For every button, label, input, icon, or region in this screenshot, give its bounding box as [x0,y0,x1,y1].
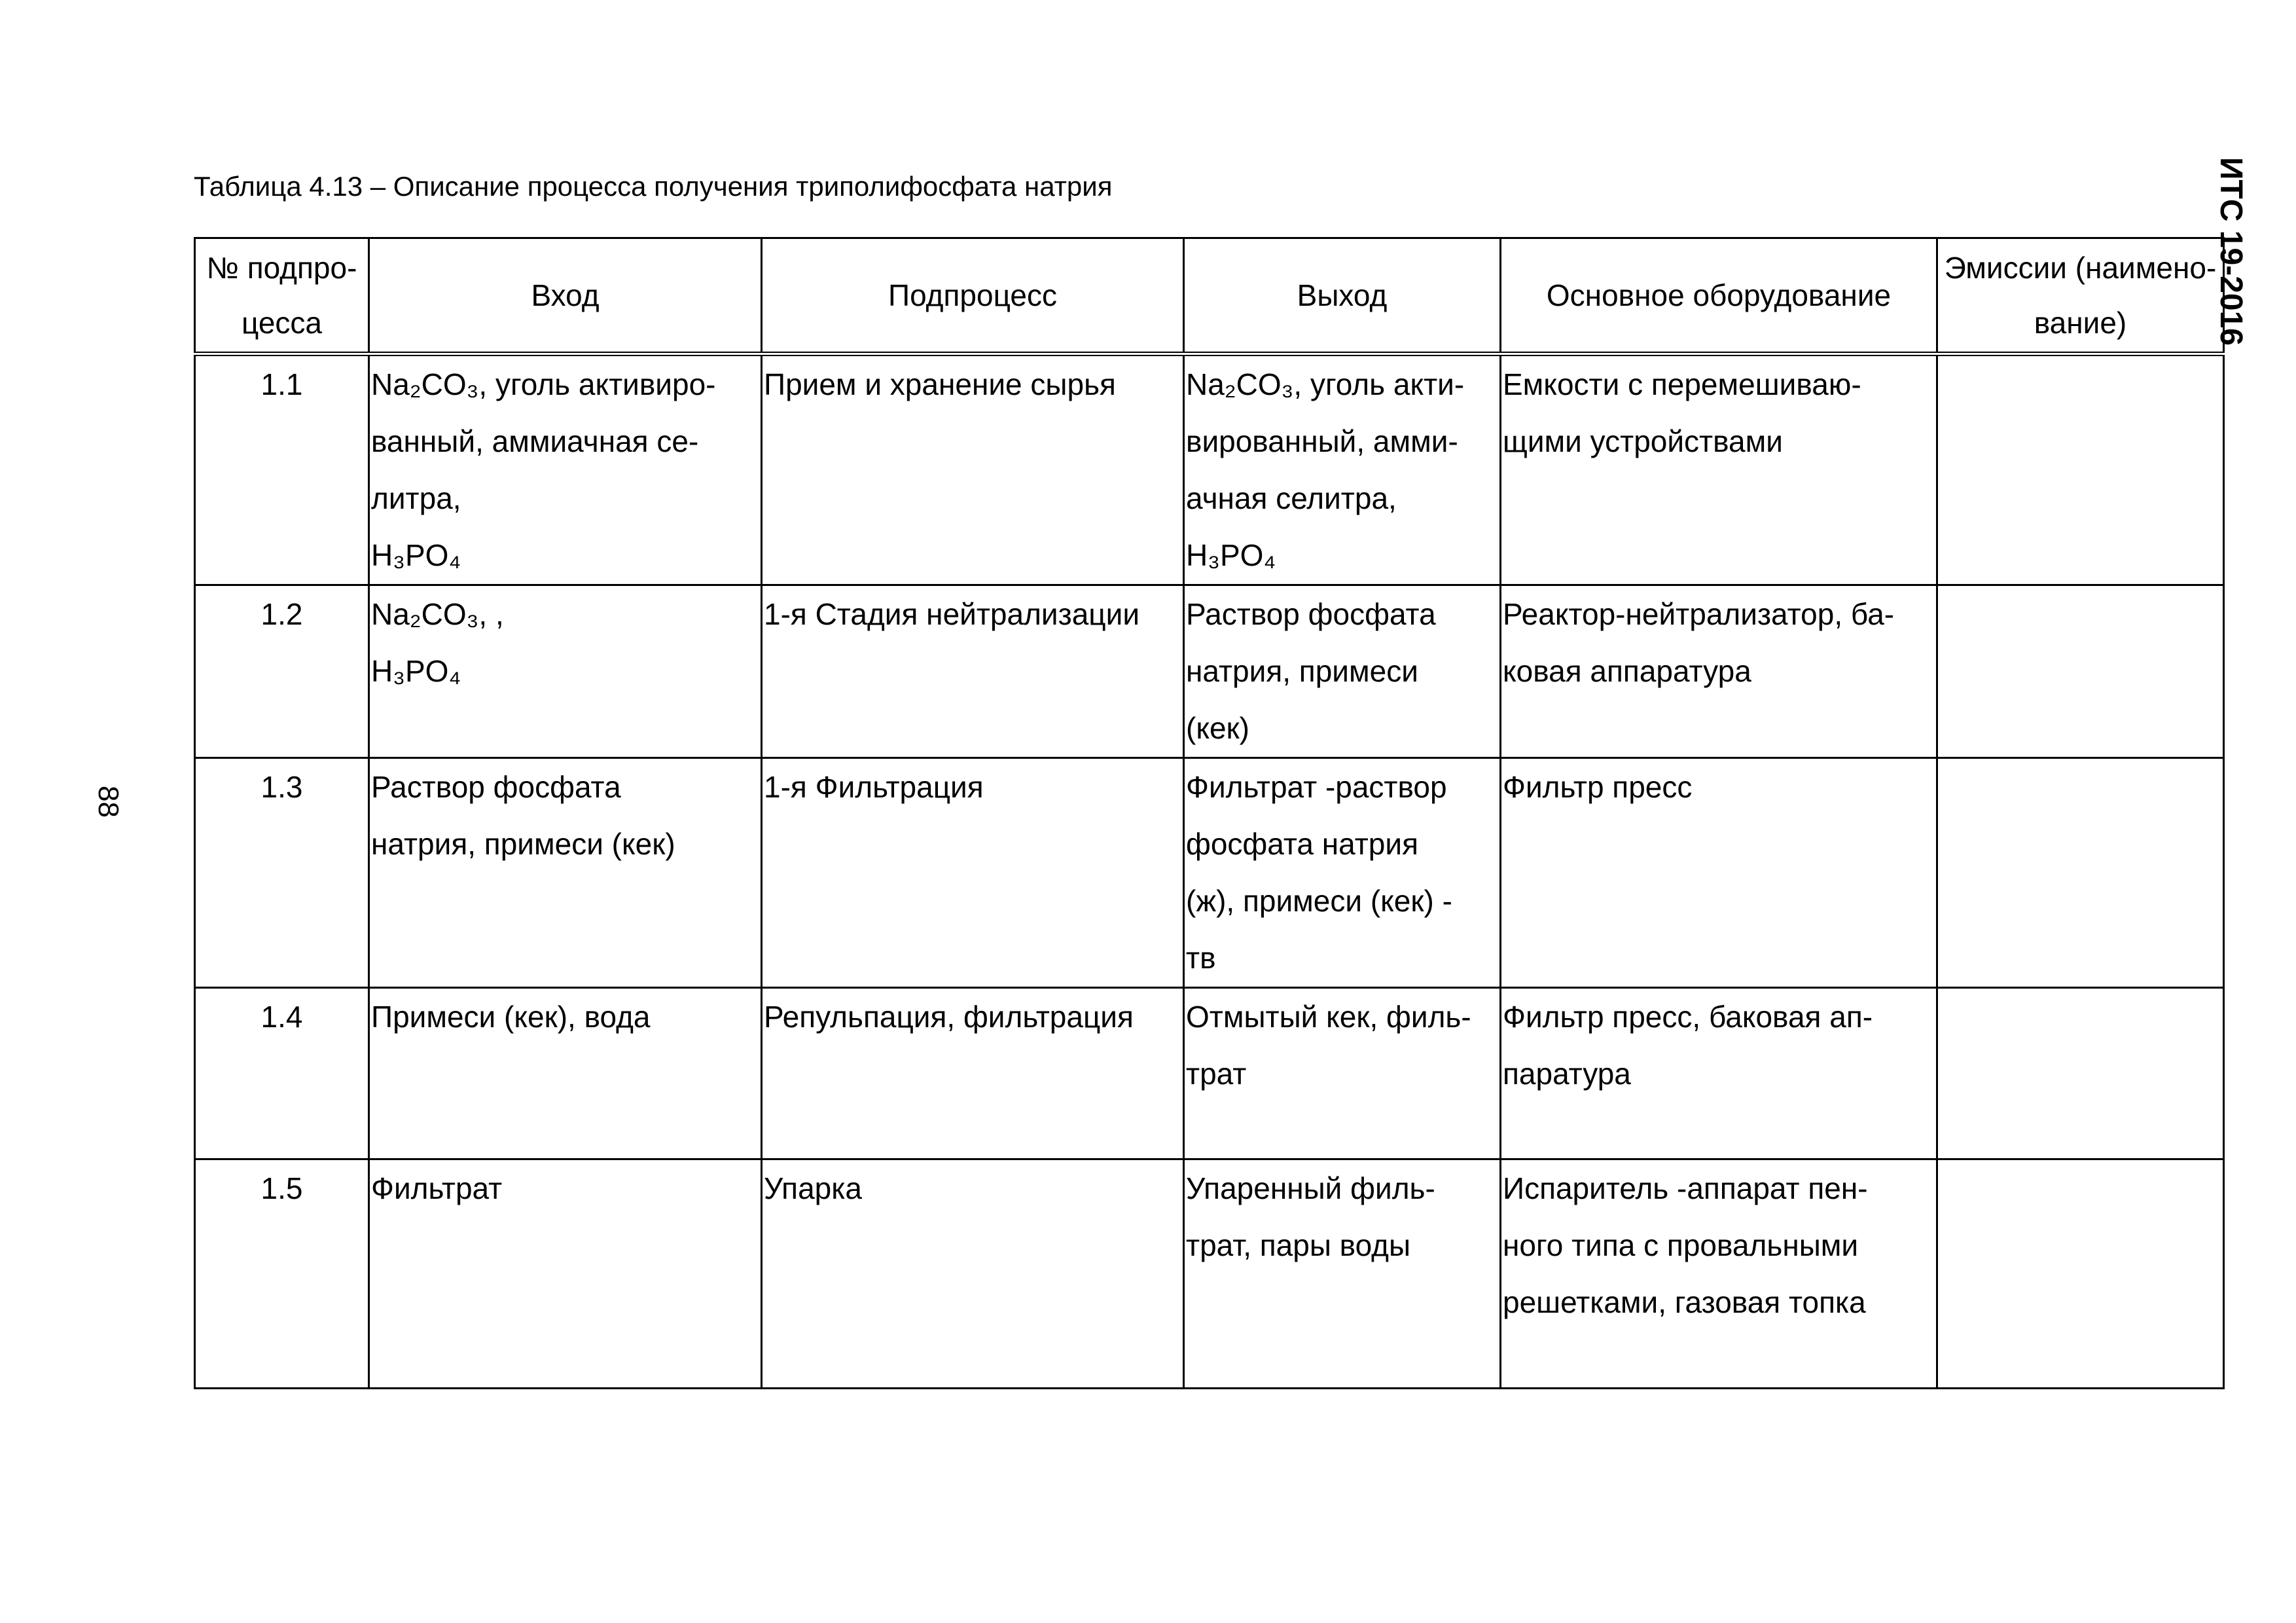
cell-input: Примеси (кек), вода [369,988,762,1159]
cell-subprocess: 1-я Стадия нейтрализации [762,585,1184,758]
cell-number: 1.5 [195,1159,369,1389]
page-number: 88 [92,786,124,818]
cell-subprocess: Репульпация, фильтрация [762,988,1184,1159]
cell-equipment: Фильтр пресс [1501,758,1937,988]
cell-subprocess: Упарка [762,1159,1184,1389]
cell-emissions [1937,988,2224,1159]
table-header-row [195,238,2224,354]
cell-equipment: Емкости с перемешиваю- щими устройствами [1501,354,1937,585]
cell-subprocess: Прием и хранение сырья [762,354,1184,585]
cell-equipment: Фильтр пресс, баковая ап- паратура [1501,988,1937,1159]
cell-number: 1.1 [195,354,369,585]
header-input: Вход [369,238,762,354]
cell-emissions [1937,758,2224,988]
cell-equipment: Испаритель -аппарат пен- ного типа с провальными решетками, газовая топка [1501,1159,1937,1389]
cell-input: Na₂CO₃, уголь активиро- ванный, аммиачная се- литра, H₃PO₄ [369,354,762,585]
cell-number: 1.2 [195,585,369,758]
header-output: Выход [1184,238,1501,354]
table-row [195,988,2224,1159]
cell-input: Раствор фосфата натрия, примеси (кек) [369,758,762,988]
process-table [194,237,2225,1389]
cell-emissions [1937,1159,2224,1389]
cell-number: 1.3 [195,758,369,988]
cell-emissions [1937,585,2224,758]
cell-equipment: Реактор-нейтрализатор, ба- ковая аппаратура [1501,585,1937,758]
header-emissions: Эмиссии (наимено- вание) [1937,238,2224,354]
cell-output: Na₂CO₃, уголь акти- вированный, амми- ачная селитра, H₃PO₄ [1184,354,1501,585]
table-row [195,585,2224,758]
cell-output: Упаренный филь- трат, пары воды [1184,1159,1501,1389]
table-caption: Таблица 4.13 – Описание процесса получения триполифосфата натрия [194,171,1113,202]
cell-emissions [1937,354,2224,585]
document-code-label: ИТС 19-2016 [2214,157,2248,346]
cell-output: Отмытый кек, филь- трат [1184,988,1501,1159]
table-row [195,354,2224,585]
header-equipment: Основное оборудование [1501,238,1937,354]
cell-output: Раствор фосфата натрия, примеси (кек) [1184,585,1501,758]
table-row [195,758,2224,988]
cell-input: Na₂CO₃, , H₃PO₄ [369,585,762,758]
cell-number: 1.4 [195,988,369,1159]
table-row [195,1159,2224,1389]
header-subprocess-number: № подпро- цесса [195,238,369,354]
header-subprocess: Подпроцесс [762,238,1184,354]
cell-input: Фильтрат [369,1159,762,1389]
cell-subprocess: 1-я Фильтрация [762,758,1184,988]
cell-output: Фильтрат -раствор фосфата натрия (ж), примеси (кек) - тв [1184,758,1501,988]
